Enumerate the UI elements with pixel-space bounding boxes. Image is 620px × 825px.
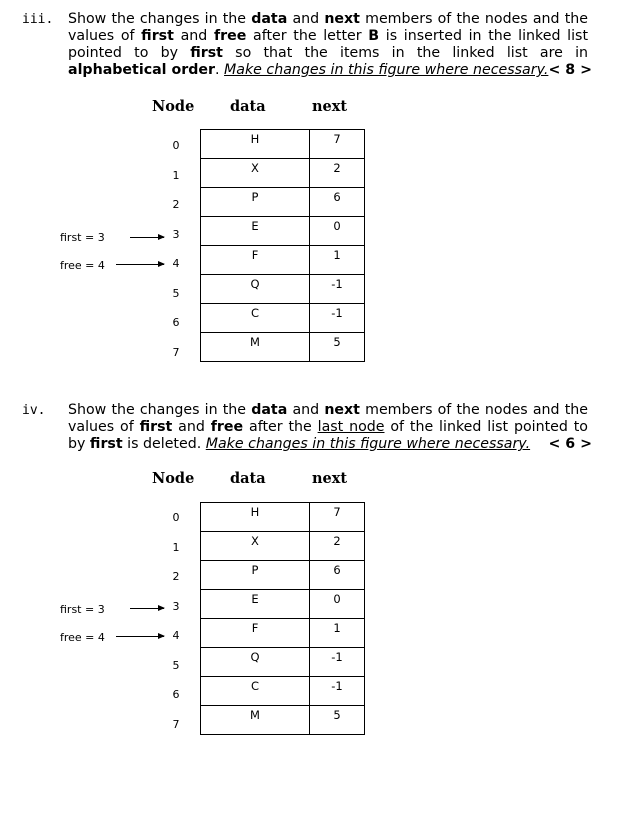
question-number: iii. <box>22 12 54 27</box>
node-index: 5 <box>172 287 180 300</box>
data-cell[interactable]: Q <box>201 275 310 304</box>
table-row <box>201 648 365 677</box>
data-cell[interactable]: H <box>201 130 310 159</box>
data-cell[interactable]: P <box>201 561 310 590</box>
next-cell[interactable]: 0 <box>310 590 365 619</box>
table-row <box>201 159 365 188</box>
table-row <box>201 275 365 304</box>
next-cell[interactable]: 5 <box>310 333 365 362</box>
data-header: data <box>230 98 266 115</box>
table-row <box>201 532 365 561</box>
node-index: 4 <box>172 629 180 642</box>
next-cell[interactable]: 5 <box>310 706 365 735</box>
table-row <box>201 246 365 275</box>
table-row <box>201 619 365 648</box>
node-index: 4 <box>172 257 180 270</box>
question-text: Show the changes in the data and next members of the nodes and the values of first and free after the last node of the linked list pointed to by first is deleted. Make changes in this figure where necessary. <box>68 402 588 452</box>
first-arrow <box>130 237 164 238</box>
node-index: 1 <box>172 541 180 554</box>
marks: < 8 > <box>548 62 592 78</box>
question-iv <box>22 402 592 456</box>
question-text: Show the changes in the data and next members of the nodes and the values of first and free after the letter B is inserted in the linked list pointed to by first so that the items in the linked list are in alphabetical order. Make changes in this figure where necessary. <box>68 11 589 78</box>
node-index: 0 <box>172 511 180 524</box>
marks: < 6 > <box>548 436 592 452</box>
next-cell[interactable]: 7 <box>310 503 365 532</box>
table-row <box>201 304 365 333</box>
node-index: 5 <box>172 659 180 672</box>
data-cell[interactable]: X <box>201 532 310 561</box>
next-cell[interactable]: 2 <box>310 159 365 188</box>
next-cell[interactable]: -1 <box>310 677 365 706</box>
node-index: 3 <box>172 600 180 613</box>
node-index: 3 <box>172 228 180 241</box>
table-row <box>201 590 365 619</box>
node-index: 6 <box>172 688 180 701</box>
data-cell[interactable]: C <box>201 677 310 706</box>
data-cell[interactable]: M <box>201 333 310 362</box>
next-cell[interactable]: 1 <box>310 246 365 275</box>
next-cell[interactable]: 6 <box>310 561 365 590</box>
data-cell[interactable]: C <box>201 304 310 333</box>
free-arrow <box>116 636 164 637</box>
node-index: 7 <box>172 718 180 731</box>
data-cell[interactable]: Q <box>201 648 310 677</box>
linked-list-table <box>200 502 365 735</box>
table-row <box>201 217 365 246</box>
free-pointer-label: free = 4 <box>60 259 105 272</box>
next-header: next <box>312 470 348 487</box>
data-cell[interactable]: P <box>201 188 310 217</box>
instruction: Make changes in this figure where necessary. <box>205 436 531 452</box>
node-index: 0 <box>172 139 180 152</box>
table-row <box>201 333 365 362</box>
next-cell[interactable]: 6 <box>310 188 365 217</box>
node-index: 1 <box>172 169 180 182</box>
data-cell[interactable]: F <box>201 619 310 648</box>
next-cell[interactable]: -1 <box>310 304 365 333</box>
linked-list-table <box>200 129 365 362</box>
next-header: next <box>312 98 348 115</box>
node-header: Node <box>152 98 195 115</box>
data-cell[interactable]: E <box>201 217 310 246</box>
next-cell[interactable]: -1 <box>310 648 365 677</box>
first-pointer-label: first = 3 <box>60 231 105 244</box>
node-index: 2 <box>172 570 180 583</box>
question-iii <box>22 11 592 81</box>
question-number: iv. <box>22 403 46 418</box>
data-cell[interactable]: E <box>201 590 310 619</box>
free-arrow <box>116 264 164 265</box>
node-header: Node <box>152 470 195 487</box>
data-cell[interactable]: M <box>201 706 310 735</box>
next-cell[interactable]: 0 <box>310 217 365 246</box>
next-cell[interactable]: 2 <box>310 532 365 561</box>
table-row <box>201 188 365 217</box>
next-cell[interactable]: 7 <box>310 130 365 159</box>
table-row <box>201 706 365 735</box>
node-index: 7 <box>172 346 180 359</box>
data-header: data <box>230 470 266 487</box>
data-cell[interactable]: H <box>201 503 310 532</box>
table-row <box>201 130 365 159</box>
node-index: 6 <box>172 316 180 329</box>
data-cell[interactable]: F <box>201 246 310 275</box>
table-row <box>201 561 365 590</box>
data-cell[interactable]: X <box>201 159 310 188</box>
instruction: Make changes in this figure where necessary. <box>224 62 549 78</box>
table-row <box>201 677 365 706</box>
next-cell[interactable]: 1 <box>310 619 365 648</box>
first-pointer-label: first = 3 <box>60 603 105 616</box>
next-cell[interactable]: -1 <box>310 275 365 304</box>
node-index: 2 <box>172 198 180 211</box>
free-pointer-label: free = 4 <box>60 631 105 644</box>
table-row <box>201 503 365 532</box>
first-arrow <box>130 608 164 609</box>
